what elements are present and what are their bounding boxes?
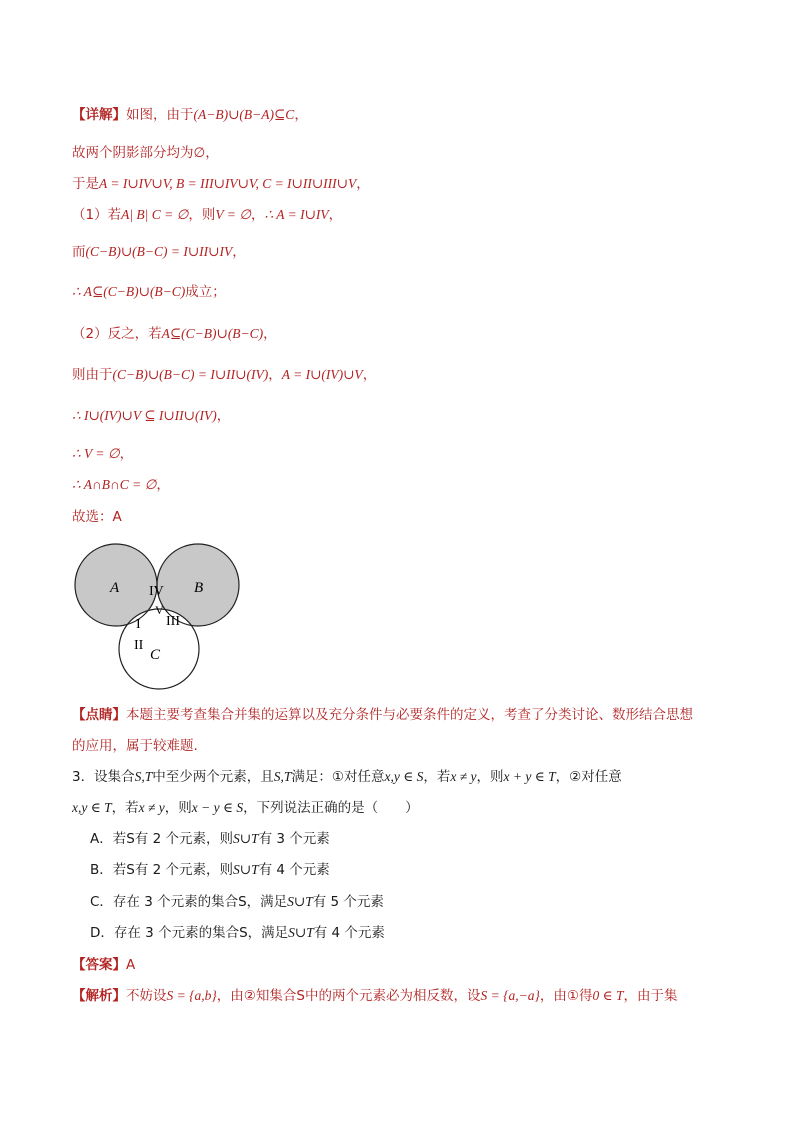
region-label-4: IV	[149, 584, 164, 599]
question-line-2: x,y ∈ T，若x ≠ y，则x − y ∈ S，下列说法正确的是（ ）	[72, 800, 419, 816]
detail-choice: 故选：A	[72, 509, 122, 525]
option-b[interactable]: B．若S有 2 个元素，则S∪T有 4 个元素	[90, 862, 330, 878]
detail-line-8: 则由于(C−B)∪(B−C) = I∪II∪(IV)，A = I∪(IV)∪V，	[72, 367, 377, 383]
comment-tag: 【点睛】	[72, 707, 126, 723]
detail-line-10: ∴ V = ∅，	[72, 446, 134, 462]
venn-svg	[70, 540, 250, 696]
label-b: B	[194, 580, 204, 596]
analysis-tag: 【解析】	[72, 988, 126, 1004]
detail-line-2: 故两个阴影部分均为∅，	[72, 145, 219, 161]
option-c[interactable]: C．存在 3 个元素的集合S，满足S∪T有 5 个元素	[90, 894, 384, 910]
detail-line-6: ∴ A⊆(C−B)∪(B−C)成立；	[72, 284, 226, 300]
answer-line	[72, 956, 135, 974]
detail-line-7: （2）反之，若A⊆(C−B)∪(B−C)，	[72, 326, 277, 342]
answer-value: A	[126, 957, 136, 973]
answer-tag: 【答案】	[72, 957, 126, 973]
comment-line-1: 【点睛】本题主要考查集合并集的运算以及充分条件与必要条件的定义，考查了分类讨论、数形结合思想	[72, 707, 693, 723]
detail-line-1: 【详解】如图，由于(A−B)∪(B−A)⊆C，	[72, 107, 308, 123]
region-label-3: III	[166, 614, 180, 629]
detail-line-4: （1）若A| B| C = ∅，则V = ∅，∴ A = I∪IV，	[72, 207, 343, 223]
venn-diagram	[70, 540, 250, 696]
question-line-1: 3．设集合S,T中至少两个元素，且S,T满足：①对任意x,y ∈ S，若x ≠ y，则x + y ∈ T，②对任意	[72, 769, 622, 785]
label-a: A	[110, 580, 120, 596]
detail-line-11: ∴ A∩B∩C = ∅，	[72, 477, 170, 493]
label-c: C	[150, 647, 161, 663]
detail-line-3: 于是A = I∪IV∪V, B = III∪IV∪V, C = I∪II∪III∪V，	[72, 176, 370, 192]
detail-line-5: 而(C−B)∪(B−C) = I∪II∪IV，	[72, 244, 246, 260]
comment-line-2: 的应用，属于较难题.	[72, 738, 198, 754]
option-d[interactable]: D．存在 3 个元素的集合S，满足S∪T有 4 个元素	[90, 925, 385, 941]
detail-line-9: ∴ I∪(IV)∪V ⊆ I∪II∪(IV)，	[72, 408, 231, 424]
analysis-line-1: 【解析】不妨设S = {a,b}，由②知集合S中的两个元素必为相反数，设S = {a,−a}，由①得0 ∈ T，由于集	[72, 988, 678, 1004]
option-a[interactable]: A．若S有 2 个元素，则S∪T有 3 个元素	[90, 831, 330, 847]
region-label-1: I	[136, 617, 141, 632]
region-label-2: II	[134, 638, 144, 653]
detail-tag: 【详解】	[72, 107, 126, 123]
region-label-5: V	[155, 603, 164, 617]
